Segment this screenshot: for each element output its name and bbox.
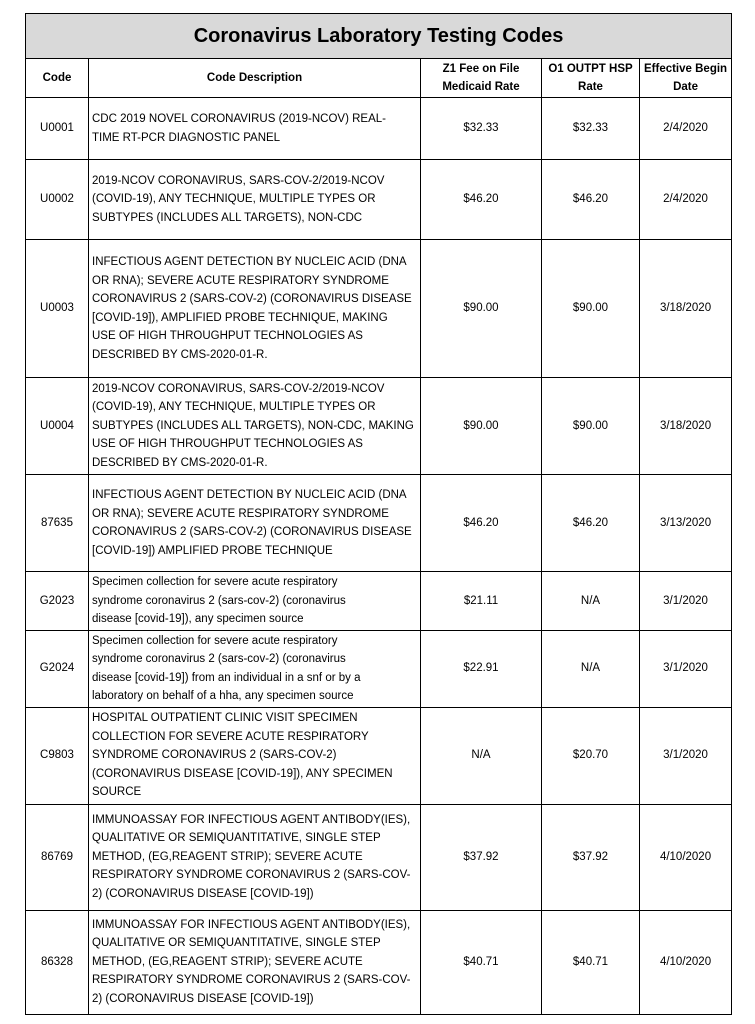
row-o1-rate: $46.20 [542, 160, 640, 240]
row-z1-fee: N/A [421, 707, 542, 804]
header-o1-rate: O1 OUTPT HSP Rate [542, 59, 640, 98]
testing-codes-sheet [25, 13, 731, 1015]
row-code: 86769 [26, 804, 89, 910]
row-code: U0002 [26, 160, 89, 240]
row-o1-rate: $90.00 [542, 240, 640, 378]
row-z1-fee: $32.33 [421, 98, 542, 160]
row-effective-date: 3/1/2020 [640, 572, 732, 631]
row-o1-rate: $40.71 [542, 910, 640, 1014]
table-row [26, 160, 732, 240]
row-code: G2023 [26, 572, 89, 631]
row-code: 86328 [26, 910, 89, 1014]
table-row [26, 630, 732, 707]
row-description: Specimen collection for severe acute respiratory syndrome coronavirus 2 (sars-cov-2) (coronavirus disease [covid-19]) from an individual in a snf or by a laboratory on behalf of a hha, any specimen source [89, 630, 421, 707]
row-description: IMMUNOASSAY FOR INFECTIOUS AGENT ANTIBODY(IES), QUALITATIVE OR SEMIQUANTITATIVE, SINGLE STEP METHOD, (EG,REAGENT STRIP); SEVERE ACUTE RESPIRATORY SYNDROME CORONAVIRUS 2 (SARS-COV- 2) (CORONAVIRUS DISEASE [COVID-19]) [89, 910, 421, 1014]
header-row [26, 59, 732, 98]
row-z1-fee: $46.20 [421, 160, 542, 240]
row-z1-fee: $37.92 [421, 804, 542, 910]
row-code: U0001 [26, 98, 89, 160]
table-row [26, 804, 732, 910]
row-description: HOSPITAL OUTPATIENT CLINIC VISIT SPECIMEN COLLECTION FOR SEVERE ACUTE RESPIRATORY SYNDROME CORONAVIRUS 2 (SARS-COV-2) (CORONAVIRUS DISEASE [COVID-19]), ANY SPECIMEN SOURCE [89, 707, 421, 804]
table-row [26, 910, 732, 1014]
table-row [26, 475, 732, 572]
row-z1-fee: $46.20 [421, 475, 542, 572]
row-o1-rate: $32.33 [542, 98, 640, 160]
row-z1-fee: $22.91 [421, 630, 542, 707]
row-description: 2019-NCOV CORONAVIRUS, SARS-COV-2/2019-NCOV (COVID-19), ANY TECHNIQUE, MULTIPLE TYPES OR SUBTYPES (INCLUDES ALL TARGETS), NON-CDC, MAKING USE OF HIGH THROUGHPUT TECHNOLOGIES AS DESCRIBED BY CMS-2020-01-R. [89, 378, 421, 475]
row-z1-fee: $90.00 [421, 240, 542, 378]
table-row [26, 378, 732, 475]
row-o1-rate: N/A [542, 630, 640, 707]
header-z1-fee: Z1 Fee on File Medicaid Rate [421, 59, 542, 98]
row-description: Specimen collection for severe acute respiratory syndrome coronavirus 2 (sars-cov-2) (coronavirus disease [covid-19]), any specimen source [89, 572, 421, 631]
row-code: U0003 [26, 240, 89, 378]
table-title: Coronavirus Laboratory Testing Codes [26, 14, 732, 59]
row-effective-date: 3/1/2020 [640, 707, 732, 804]
row-effective-date: 3/1/2020 [640, 630, 732, 707]
row-code: 87635 [26, 475, 89, 572]
row-o1-rate: $37.92 [542, 804, 640, 910]
row-effective-date: 2/4/2020 [640, 98, 732, 160]
header-code: Code [26, 59, 89, 98]
table-row [26, 707, 732, 804]
row-effective-date: 3/13/2020 [640, 475, 732, 572]
header-effective-date: Effective Begin Date [640, 59, 732, 98]
table-row [26, 572, 732, 631]
row-description: 2019-NCOV CORONAVIRUS, SARS-COV-2/2019-NCOV (COVID-19), ANY TECHNIQUE, MULTIPLE TYPES OR SUBTYPES (INCLUDES ALL TARGETS), NON-CDC [89, 160, 421, 240]
row-description: IMMUNOASSAY FOR INFECTIOUS AGENT ANTIBODY(IES), QUALITATIVE OR SEMIQUANTITATIVE, SINGLE STEP METHOD, (EG,REAGENT STRIP); SEVERE ACUTE RESPIRATORY SYNDROME CORONAVIRUS 2 (SARS-COV- 2) (CORONAVIRUS DISEASE [COVID-19]) [89, 804, 421, 910]
row-o1-rate: $90.00 [542, 378, 640, 475]
row-code: U0004 [26, 378, 89, 475]
row-description: CDC 2019 NOVEL CORONAVIRUS (2019-NCOV) REAL- TIME RT-PCR DIAGNOSTIC PANEL [89, 98, 421, 160]
row-effective-date: 4/10/2020 [640, 804, 732, 910]
table-row [26, 98, 732, 160]
testing-codes-table [25, 13, 732, 1015]
row-z1-fee: $40.71 [421, 910, 542, 1014]
row-effective-date: 4/10/2020 [640, 910, 732, 1014]
row-effective-date: 2/4/2020 [640, 160, 732, 240]
row-o1-rate: $20.70 [542, 707, 640, 804]
row-description: INFECTIOUS AGENT DETECTION BY NUCLEIC ACID (DNA OR RNA); SEVERE ACUTE RESPIRATORY SYNDROME CORONAVIRUS 2 (SARS-COV-2) (CORONAVIRUS DISEASE [COVID-19]), AMPLIFIED PROBE TECHNIQUE, MAKING USE OF HIGH THROUGHPUT TECHNOLOGIES AS DESCRIBED BY CMS-2020-01-R. [89, 240, 421, 378]
table-row [26, 240, 732, 378]
row-code: C9803 [26, 707, 89, 804]
row-z1-fee: $21.11 [421, 572, 542, 631]
row-o1-rate: N/A [542, 572, 640, 631]
row-description: INFECTIOUS AGENT DETECTION BY NUCLEIC ACID (DNA OR RNA); SEVERE ACUTE RESPIRATORY SYNDROME CORONAVIRUS 2 (SARS-COV-2) (CORONAVIRUS DISEASE [COVID-19]) AMPLIFIED PROBE TECHNIQUE [89, 475, 421, 572]
row-code: G2024 [26, 630, 89, 707]
row-z1-fee: $90.00 [421, 378, 542, 475]
row-effective-date: 3/18/2020 [640, 378, 732, 475]
row-effective-date: 3/18/2020 [640, 240, 732, 378]
header-description: Code Description [89, 59, 421, 98]
row-o1-rate: $46.20 [542, 475, 640, 572]
